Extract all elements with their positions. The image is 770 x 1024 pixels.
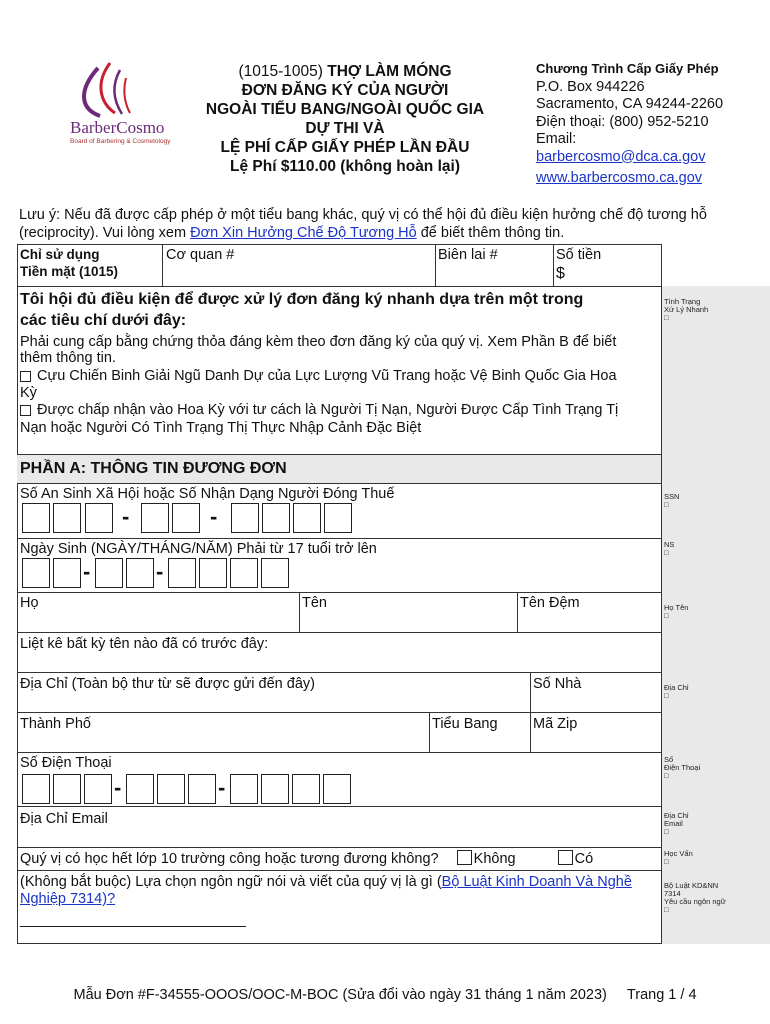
side-address: Địa Chỉ □: [664, 683, 689, 700]
side-column-top: [661, 244, 770, 286]
dob-dash-1: -: [83, 559, 91, 584]
refugee-label-2: Nạn hoặc Người Có Tình Trạng Thị Thực Nhập Cảnh Đặc Biệt: [20, 420, 422, 436]
form-number: Mẫu Đơn #F-34555-OOOS/OOC-M-BOC (Sửa đổi vào ngày 31 tháng 1 năm 2023): [73, 987, 607, 1003]
section-a-header: [17, 455, 661, 483]
email-label: Email:: [536, 131, 577, 147]
ssn-digit-2[interactable]: [53, 503, 81, 533]
veteran-label: Cựu Chiến Binh Giải Ngũ Danh Dự của Lực Lượng Vũ Trang hoặc Vệ Binh Quốc Gia Hoa: [33, 368, 617, 384]
side-ssn: SSN □: [664, 492, 680, 509]
title-line5: LỆ PHÍ CẤP GIẤY PHÉP LẦN ĐẦU: [220, 139, 470, 156]
phone-digit-3[interactable]: [84, 774, 112, 804]
side-expedite: Tình Trạng Xử Lý Nhanh □: [664, 297, 709, 322]
application-table: [17, 244, 661, 944]
dob-year-3[interactable]: [230, 558, 258, 588]
title-line3: NGOÀI TIỂU BANG/NGOÀI QUỐC GIA: [205, 101, 485, 118]
expedite-desc: Phải cung cấp bằng chứng thỏa đáng kèm theo đơn đăng ký của quý vị. Xem Phần B để biết: [20, 334, 617, 350]
zip-field[interactable]: Mã Zip: [533, 716, 578, 732]
education-yes-label: Có: [574, 851, 594, 867]
email-field[interactable]: Địa Chỉ Email: [20, 811, 108, 827]
education-label: Quý vị có học hết lớp 10 trường công hoặc tương đương không?: [20, 851, 439, 867]
education-yes-checkbox[interactable]: [558, 850, 573, 865]
expedite-heading: Tôi hội đủ điều kiện để được xử lý đơn đăng ký nhanh dựa trên một trong: [20, 291, 584, 308]
ssn-dash-2: -: [210, 504, 218, 529]
education-no-checkbox[interactable]: [457, 850, 472, 865]
phone-dash-1: -: [114, 775, 122, 800]
title-fee: Lệ Phí $110.00 (không hoàn lại): [230, 158, 460, 175]
city-field[interactable]: Thành Phố: [20, 716, 91, 732]
board-contact: [536, 60, 766, 188]
title-line4: DỰ THI VÀ: [305, 120, 385, 137]
amount-label: Số tiền: [556, 247, 602, 263]
office-only-use: Chỉ sử dụng: [20, 247, 100, 262]
refugee-checkbox[interactable]: [20, 405, 31, 416]
ssn-digit-6[interactable]: [231, 503, 259, 533]
dob-label: Ngày Sinh (NGÀY/THÁNG/NĂM) Phải từ 17 tuổi trở lên: [20, 541, 377, 557]
education-no-label: Không: [473, 851, 516, 867]
board-website-link[interactable]: www.barbercosmo.ca.gov: [536, 170, 703, 186]
phone-digit-2[interactable]: [53, 774, 81, 804]
form-code: (1015-1005): [238, 63, 328, 80]
phone-digit-4[interactable]: [126, 774, 154, 804]
board-city: Sacramento, CA 94244-2260: [536, 96, 724, 112]
agency-field[interactable]: Cơ quan #: [166, 247, 235, 263]
dob-year-4[interactable]: [261, 558, 289, 588]
logo-text: BarberCosmo: [70, 118, 165, 137]
law-link[interactable]: Bộ Luật Kinh Doanh Và Nghề: [441, 874, 632, 890]
amount-field[interactable]: $: [556, 265, 565, 282]
dob-dash-2: -: [156, 559, 164, 584]
phone-digit-7[interactable]: [230, 774, 258, 804]
ssn-digit-3[interactable]: [85, 503, 113, 533]
ssn-digit-8[interactable]: [293, 503, 321, 533]
address-field[interactable]: Địa Chỉ (Toàn bộ thư từ sẽ được gửi đến đây): [20, 676, 315, 692]
po-box: P.O. Box 944226: [536, 78, 645, 95]
page-number: Trang 1 / 4: [626, 987, 697, 1003]
veteran-option[interactable]: [20, 368, 617, 385]
form-title: [180, 62, 510, 176]
side-email: Địa Chỉ Email □: [664, 811, 689, 836]
state-field[interactable]: Tiểu Bang: [432, 716, 498, 732]
phone-digit-1[interactable]: [22, 774, 50, 804]
language-question-2: [20, 891, 115, 908]
board-email-link[interactable]: barbercosmo@dca.ca.gov: [536, 148, 706, 165]
form-occupation: THỢ LÀM MÓNG: [327, 63, 452, 80]
education-question: [20, 850, 593, 868]
side-language: Bộ Luật KD&NN 7314 Yêu cầu ngôn ngữ □: [664, 881, 726, 914]
language-label: (Không bắt buộc) Lựa chọn ngôn ngữ nói và viết của quý vị là gì (: [20, 874, 442, 890]
side-phone: Số Điện Thoại □: [664, 755, 701, 780]
language-question: [20, 874, 632, 891]
program-name: Chương Trình Cấp Giấy Phép: [536, 61, 719, 76]
reciprocity-note: [19, 206, 719, 242]
side-dob: NS □: [664, 540, 675, 557]
phone-label: Số Điện Thoại: [20, 755, 112, 771]
phone-digit-5[interactable]: [157, 774, 185, 804]
refugee-label: Được chấp nhận vào Hoa Kỳ với tư cách là Người Tị Nạn, Người Được Cấp Tình Trạng Tị: [33, 402, 619, 418]
board-phone: Điện thoại: (800) 952-5210: [536, 113, 709, 130]
phone-dash-2: -: [218, 775, 226, 800]
side-education: Học Vấn □: [664, 849, 693, 866]
first-name-field[interactable]: Tên: [302, 595, 327, 611]
prior-names-field[interactable]: Liệt kê bất kỳ tên nào đã có trước đây:: [20, 636, 269, 652]
dob-month-1[interactable]: [95, 558, 123, 588]
expedite-desc-2: thêm thông tin.: [20, 350, 116, 366]
logo-subtitle: Board of Barbering & Cosmetology: [70, 138, 171, 145]
note-text: Lưu ý: Nếu đã được cấp phép ở một tiểu bang khác, quý vị có thể hội đủ điều kiện hưởng chế độ tương hỗ (reciprocity). Vui lòng xem: [19, 207, 707, 241]
expedite-heading-2: các tiêu chí dưới đây:: [20, 312, 187, 329]
dob-day-1[interactable]: [22, 558, 50, 588]
middle-name-field[interactable]: Tên Đệm: [520, 595, 580, 611]
ssn-label: Số An Sinh Xã Hội hoặc Số Nhận Dạng Người Đóng Thuế: [20, 486, 395, 502]
dob-year-2[interactable]: [199, 558, 227, 588]
dob-month-2[interactable]: [126, 558, 154, 588]
refugee-option[interactable]: [20, 402, 618, 419]
phone-digit-6[interactable]: [188, 774, 216, 804]
page-footer: [0, 987, 770, 1003]
ssn-dash-1: -: [122, 504, 130, 529]
phone-digit-8[interactable]: [261, 774, 289, 804]
phone-digit-9[interactable]: [292, 774, 320, 804]
board-logo: [60, 58, 170, 153]
receipt-field[interactable]: Biên lai #: [438, 247, 498, 263]
ssn-digit-1[interactable]: [22, 503, 50, 533]
house-number-field[interactable]: Số Nhà: [533, 676, 582, 692]
ssn-digit-9[interactable]: [324, 503, 352, 533]
note-text-end: để biết thêm thông tin.: [416, 225, 565, 241]
ssn-digit-7[interactable]: [262, 503, 290, 533]
office-cash: Tiền mặt (1015): [20, 264, 119, 279]
side-name: Họ Tên □: [664, 603, 689, 620]
dob-day-2[interactable]: [53, 558, 81, 588]
title-line2: ĐƠN ĐĂNG KÝ CỦA NGƯỜI: [241, 82, 449, 99]
section-a-title: PHẦN A: THÔNG TIN ĐƯƠNG ĐƠN: [20, 460, 287, 477]
reciprocity-link[interactable]: Đơn Xin Hưởng Chế Độ Tương Hỗ: [190, 225, 417, 241]
phone-digit-10[interactable]: [323, 774, 351, 804]
veteran-label-2: Kỳ: [20, 385, 37, 401]
veteran-checkbox[interactable]: [20, 371, 31, 382]
ssn-digit-5[interactable]: [172, 503, 200, 533]
ssn-digit-4[interactable]: [141, 503, 169, 533]
dob-year-1[interactable]: [168, 558, 196, 588]
last-name-field[interactable]: Họ: [20, 595, 39, 611]
law-link-2[interactable]: Nghiệp 7314)?: [20, 891, 116, 907]
language-answer-line[interactable]: ____________________________: [20, 912, 246, 928]
